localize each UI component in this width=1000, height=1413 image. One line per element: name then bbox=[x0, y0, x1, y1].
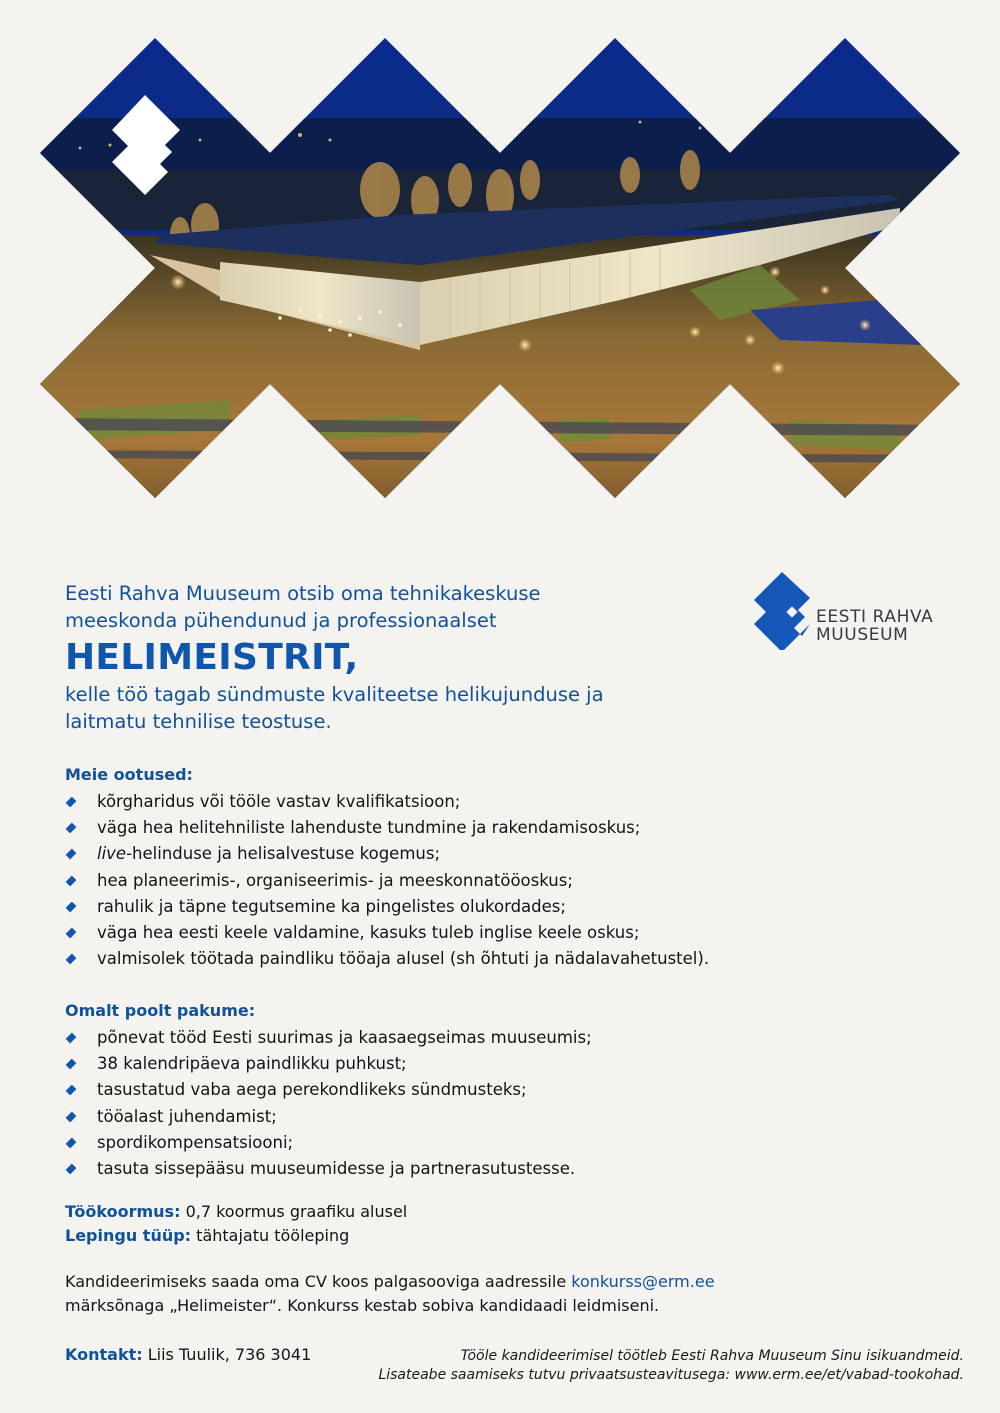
contract-label: Lepingu tüüp: bbox=[65, 1226, 192, 1245]
privacy-notice bbox=[378, 1347, 964, 1385]
list-item: väga hea helitehniliste lahenduste tundmine ja rakendamisoskus; bbox=[65, 815, 845, 841]
contract-value: tähtajatu tööleping bbox=[196, 1226, 350, 1245]
list-item: tööalast juhendamist; bbox=[65, 1104, 845, 1130]
contact-row bbox=[65, 1344, 311, 1366]
intro-lead bbox=[65, 580, 705, 634]
logo-line-1: EESTI RAHVA bbox=[816, 607, 934, 627]
intro-lead-line-2: meeskonda pühendunud ja professionaalset bbox=[65, 609, 497, 632]
logo-line-2: MUUSEUM bbox=[816, 625, 909, 645]
list-item: spordikompensatsiooni; bbox=[65, 1130, 845, 1156]
diamond-bullet-icon bbox=[66, 849, 77, 860]
erm-logo-icon bbox=[752, 570, 812, 650]
contact-value: Liis Tuulik, 736 3041 bbox=[147, 1345, 312, 1364]
diamond-bullet-icon bbox=[66, 1111, 77, 1122]
diamond-bullet-icon bbox=[66, 901, 77, 912]
hero-image bbox=[0, 0, 1000, 520]
workload-value: 0,7 koormus graafiku alusel bbox=[185, 1202, 408, 1221]
list-item: rahulik ja täpne tegutsemine ka pingelistes olukordades; bbox=[65, 894, 845, 920]
list-item: live-helinduse ja helisalvestuse kogemus; bbox=[65, 841, 845, 867]
privacy-line-1: Tööle kandideerimisel töötleb Eesti Rahva Muuseum Sinu isikuandmeid. bbox=[460, 1348, 964, 1364]
expectations-section bbox=[65, 764, 845, 972]
list-item: valmisolek töötada paindliku tööaja alusel (sh õhtuti ja nädalavahetustel). bbox=[65, 946, 845, 972]
apply-line-1: Kandideerimiseks saada oma CV koos palgasooviga aadressile konkurss@erm.ee bbox=[65, 1272, 715, 1291]
diamond-bullet-icon bbox=[66, 875, 77, 886]
intro-sub-line-2: laitmatu tehnilise teostuse. bbox=[65, 710, 332, 733]
diamond-bullet-icon bbox=[66, 823, 77, 834]
list-item: 38 kalendripäeva paindlikku puhkust; bbox=[65, 1051, 845, 1077]
list-item: väga hea eesti keele valdamine, kasuks tuleb inglise keele oskus; bbox=[65, 920, 845, 946]
list-item: hea planeerimis-, organiseerimis- ja meeskonnatööoskus; bbox=[65, 868, 845, 894]
contact-label: Kontakt: bbox=[65, 1345, 143, 1364]
apply-line-2: märksõnaga „Helimeister“. Konkurss kestab sobiva kandidaadi leidmiseni. bbox=[65, 1296, 660, 1315]
contract-row bbox=[65, 1224, 407, 1248]
intro-block bbox=[65, 580, 705, 735]
diamond-bullet-icon bbox=[66, 1164, 77, 1175]
intro-sub-line-1: kelle töö tagab sündmuste kvaliteetse helikujunduse ja bbox=[65, 683, 604, 706]
museum-photo bbox=[0, 0, 1000, 520]
list-item: tasuta sissepääsu muuseumidesse ja partnerasutustesse. bbox=[65, 1156, 845, 1182]
expectations-heading: Meie ootused: bbox=[65, 765, 193, 784]
list-item: kõrgharidus või tööle vastav kvalifikatsioon; bbox=[65, 789, 845, 815]
diamond-bullet-icon bbox=[66, 928, 77, 939]
diamond-bullet-icon bbox=[66, 797, 77, 808]
erm-logo bbox=[752, 570, 972, 650]
workload-row bbox=[65, 1200, 407, 1224]
diamond-bullet-icon bbox=[66, 954, 77, 965]
diamond-bullet-icon bbox=[66, 1033, 77, 1044]
email-link[interactable]: konkurss@erm.ee bbox=[571, 1272, 715, 1291]
offers-section bbox=[65, 1000, 845, 1182]
privacy-line-2: Lisateabe saamiseks tutvu privaatsusteavitusega: www.erm.ee/et/vabad-tookohad. bbox=[378, 1367, 964, 1383]
expectations-list bbox=[65, 789, 845, 972]
list-item: põnevat tööd Eesti suurimas ja kaasaegseimas muuseumis; bbox=[65, 1025, 845, 1051]
list-item: tasustatud vaba aega perekondlikeks sündmusteks; bbox=[65, 1077, 845, 1103]
workload-label: Töökoormus: bbox=[65, 1202, 181, 1221]
intro-sub bbox=[65, 681, 705, 735]
job-meta bbox=[65, 1200, 407, 1248]
erm-wordmark bbox=[816, 608, 933, 644]
apply-instructions bbox=[65, 1270, 825, 1318]
offers-list bbox=[65, 1025, 845, 1182]
offers-heading: Omalt poolt pakume: bbox=[65, 1001, 256, 1020]
job-title: HELIMEISTRIT, bbox=[65, 637, 359, 678]
intro-lead-line-1: Eesti Rahva Muuseum otsib oma tehnikakeskuse bbox=[65, 582, 541, 605]
diamond-bullet-icon bbox=[66, 1059, 77, 1070]
diamond-bullet-icon bbox=[66, 1137, 77, 1148]
emphasis: live bbox=[97, 844, 127, 864]
diamond-bullet-icon bbox=[66, 1085, 77, 1096]
